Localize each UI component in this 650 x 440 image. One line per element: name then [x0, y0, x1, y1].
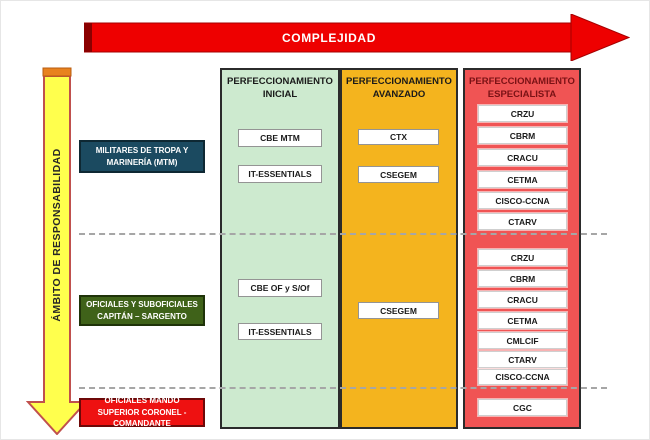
row-label-oficiales-suboficiales: OFICIALES Y SUBOFICIALES CAPITÁN – SARGENTO — [79, 295, 205, 326]
course-box-csegem-mtm: CSEGEM — [358, 166, 439, 183]
course-box-cisco-ccna-mtm: CISCO-CCNA — [478, 192, 567, 209]
row-separator-top — [79, 233, 607, 235]
course-box-csegem-of: CSEGEM — [358, 302, 439, 319]
column-title-especialista: PERFECCIONAMIENTO ESPECIALISTA — [469, 76, 575, 100]
course-box-cbe-mtm: CBE MTM — [238, 129, 322, 147]
course-box-cgc: CGC — [478, 399, 567, 416]
course-box-cbrm-of: CBRM — [478, 270, 567, 287]
course-box-cbrm-mtm: CBRM — [478, 127, 567, 144]
course-box-crzu-of: CRZU — [478, 249, 567, 266]
course-box-cmlcif-of: CMLCIF — [478, 332, 567, 349]
course-box-cracu-of: CRACU — [478, 291, 567, 308]
responsibility-arrow-label: ÁMBITO DE RESPONSABILIDAD — [51, 148, 63, 322]
row-separator-bottom — [79, 387, 607, 389]
complexity-arrow-label: COMPLEJIDAD — [282, 30, 376, 45]
column-title-avanzado: PERFECCIONAMIENTO AVANZADO — [346, 76, 452, 100]
row-label-oficiales-mando-superior: OFICIALES MANDO SUPERIOR CORONEL - COMANDANTE — [79, 398, 205, 427]
column-title-inicial: PERFECCIONAMIENTO INICIAL — [227, 76, 333, 100]
course-box-ctarv-mtm: CTARV — [478, 213, 567, 230]
course-box-cetma-mtm: CETMA — [478, 171, 567, 188]
course-box-cisco-ccna-of: CISCO-CCNA — [478, 369, 567, 385]
course-box-ctx: CTX — [358, 129, 439, 145]
course-box-cbe-of: CBE OF y S/Of — [238, 279, 322, 297]
column-perfeccionamiento-inicial — [220, 68, 340, 429]
course-box-crzu-mtm: CRZU — [478, 105, 567, 122]
course-box-ctarv-of: CTARV — [478, 351, 567, 368]
course-box-it-essentials-mtm: IT-ESSENTIALS — [238, 165, 322, 183]
course-box-cetma-of: CETMA — [478, 312, 567, 329]
course-box-it-essentials-of: IT-ESSENTIALS — [238, 323, 322, 340]
column-perfeccionamiento-avanzado — [340, 68, 458, 429]
course-box-cracu-mtm: CRACU — [478, 149, 567, 166]
row-label-militares-tropa-marineria: MILITARES DE TROPA Y MARINERÍA (MTM) — [79, 140, 205, 173]
